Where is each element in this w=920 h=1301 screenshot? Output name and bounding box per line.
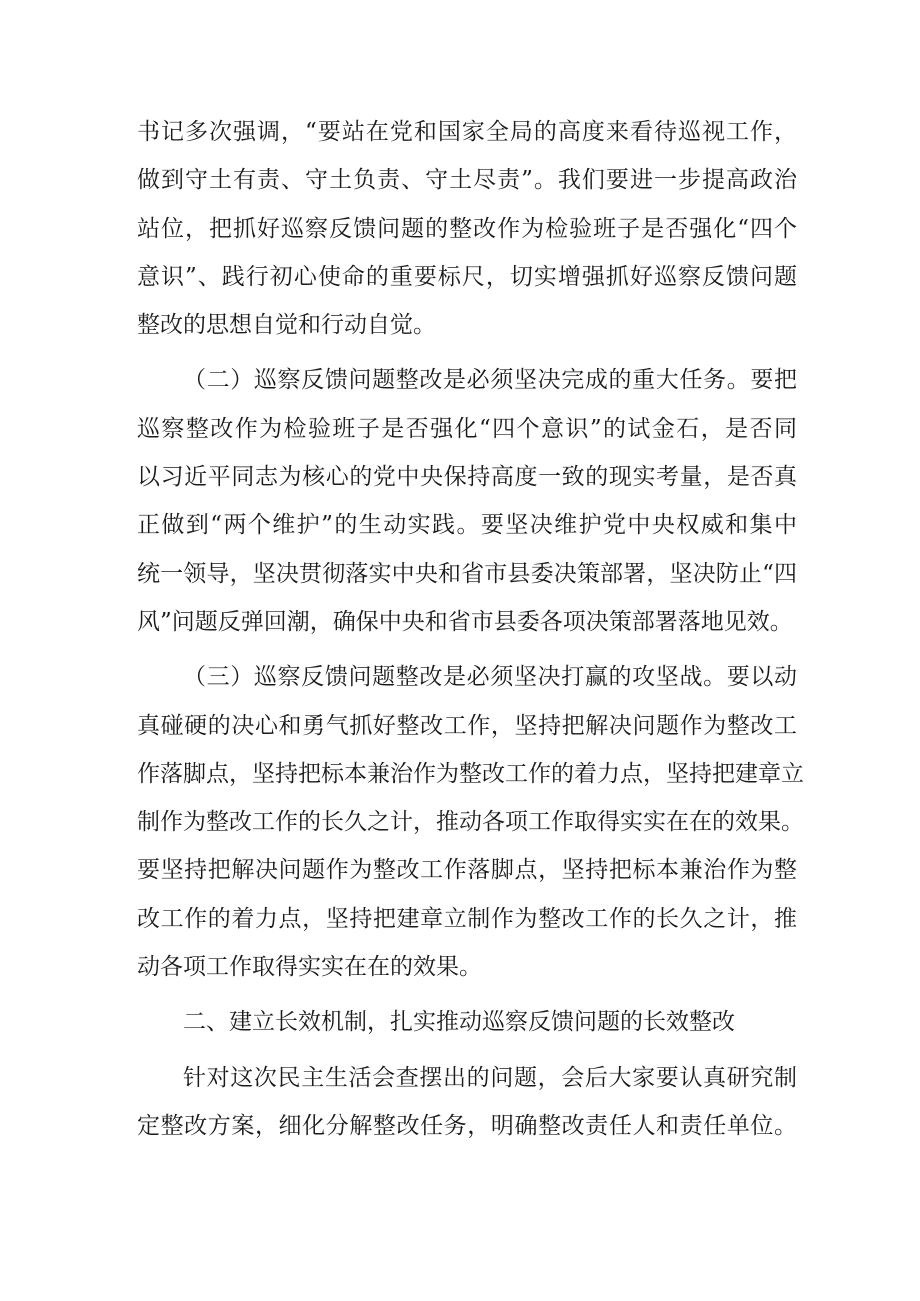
heading-line: 二、建立长效机制，扎实推动巡察反馈问题的长效整改 <box>183 1009 735 1036</box>
paragraph-line: 意识”、践行初心使命的重要标尺，切实增强抓好巡察反馈问题 <box>137 263 797 290</box>
paragraph-line: （三）巡察反馈问题整改是必须坚决打赢的攻坚战。要以动 <box>183 664 797 691</box>
paragraph-1 <box>137 108 797 349</box>
paragraph-line: 巡察整改作为检验班子是否强化“四个意识”的试金石，是否同 <box>137 415 797 442</box>
paragraph-line: 站位，把抓好巡察反馈问题的整改作为检验班子是否强化“四个 <box>137 215 797 242</box>
section-heading <box>137 998 797 1046</box>
paragraph-3 <box>137 653 804 991</box>
paragraph-line: 做到守土有责、守土负责、守土尽责”。我们要进一步提高政治 <box>137 167 797 194</box>
paragraph-4 <box>137 1054 797 1151</box>
paragraph-line: 整改的思想自觉和行动自觉。 <box>137 312 436 339</box>
paragraph-line: 正做到“两个维护”的生动实践。要坚决维护党中央权威和集中 <box>137 512 797 539</box>
paragraph-line: 制作为整改工作的长久之计，推动各项工作取得实实在在的效果。 <box>137 809 804 836</box>
document-body <box>137 108 804 1150</box>
paragraph-line: 动各项工作取得实实在在的效果。 <box>137 954 482 981</box>
paragraph-2 <box>137 356 797 646</box>
paragraph-line: 定整改方案，细化分解整改任务，明确整改责任人和责任单位。 <box>137 1112 797 1139</box>
paragraph-line: 要坚持把解决问题作为整改工作落脚点，坚持把标本兼治作为整 <box>137 857 797 884</box>
paragraph-line: 改工作的着力点，坚持把建章立制作为整改工作的长久之计，推 <box>137 905 797 932</box>
paragraph-line: 以习近平同志为核心的党中央保持高度一致的现实考量，是否真 <box>137 464 797 491</box>
paragraph-line: 统一领导，坚决贯彻落实中央和省市县委决策部署，坚决防止“四 <box>137 560 797 587</box>
paragraph-line: 真碰硬的决心和勇气抓好整改工作，坚持把解决问题作为整改工 <box>137 712 797 739</box>
paragraph-line: （二）巡察反馈问题整改是必须坚决完成的重大任务。要把 <box>183 367 797 394</box>
paragraph-line: 书记多次强调，“要站在党和国家全局的高度来看待巡视工作， <box>137 119 797 145</box>
paragraph-line: 针对这次民主生活会查摆出的问题，会后大家要认真研究制 <box>183 1064 797 1091</box>
paragraph-line: 作落脚点，坚持把标本兼治作为整改工作的着力点，坚持把建章立 <box>137 760 804 787</box>
paragraph-line: 风”问题反弹回潮，确保中央和省市县委各项决策部署落地见效。 <box>137 608 793 635</box>
